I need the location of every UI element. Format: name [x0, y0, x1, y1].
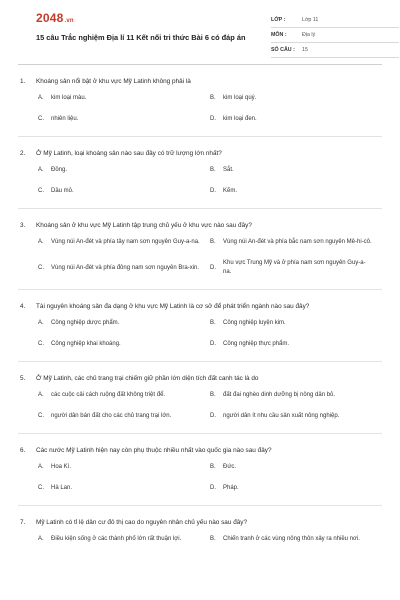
document-title: 15 câu Trắc nghiệm Địa lí 11 Kết nối tri thức Bài 6 có đáp án [36, 33, 246, 42]
question-stem: Ở Mỹ Latinh, loại khoáng sản nào sau đây có trữ lượng lớn nhất? [36, 150, 222, 157]
option-text: các cuộc cải cách ruộng đất không triệt để. [51, 392, 166, 398]
answer-option[interactable] [210, 484, 382, 493]
answer-option[interactable] [38, 166, 210, 175]
answer-options [38, 166, 382, 196]
option-letter: C. [38, 188, 44, 194]
answer-option[interactable] [210, 391, 382, 400]
question-divider [18, 505, 382, 506]
answer-option[interactable] [210, 319, 382, 328]
question-stem: Khoáng sản nổi bật ở khu vực Mỹ Latinh không phải là [36, 78, 191, 85]
option-letter: D. [210, 264, 216, 271]
document-meta [271, 13, 399, 58]
option-letter: D. [210, 413, 216, 419]
question-stem: Ở Mỹ Latinh, các chủ trang trại chiếm giữ phần lớn diện tích đất canh tác là do [36, 375, 259, 382]
question-text [18, 374, 382, 383]
option-text: Vùng núi An-đét và phía đông nam sơn nguyên Bra-xin. [51, 264, 200, 271]
option-text: đất đai nghèo dinh dưỡng bị nông dân bỏ. [223, 392, 336, 398]
option-text: Hà Lan. [51, 485, 73, 491]
option-text: Công nghiệp thực phẩm. [223, 341, 290, 347]
option-letter: A. [38, 320, 44, 326]
option-text: Công nghiệp dược phẩm. [51, 320, 120, 326]
option-text: người dân ít nhu cầu sản xuất nông nghiệp. [223, 413, 340, 419]
answer-option[interactable] [210, 238, 382, 247]
option-letter: D. [210, 116, 216, 122]
question-stem: Mỹ Latinh có tỉ lệ dân cư đô thị cao do nguyên nhân chủ yếu nào sau đây? [36, 519, 248, 526]
answer-option[interactable] [38, 484, 210, 493]
question-item [18, 446, 382, 493]
answer-option[interactable] [210, 94, 382, 103]
meta-label: MÔN : [271, 32, 287, 38]
question-item [18, 77, 382, 124]
logo-suffix-text: .vn [64, 18, 74, 24]
option-letter: D. [210, 485, 216, 491]
option-text: kim loại quý. [223, 95, 257, 101]
option-text: nhiên liệu. [51, 116, 79, 122]
question-item [18, 518, 382, 544]
question-divider [18, 289, 382, 290]
document-header [18, 0, 382, 64]
option-text: Pháp. [223, 485, 239, 491]
question-text [18, 518, 382, 527]
option-letter: A. [38, 167, 44, 173]
option-letter: A. [38, 239, 44, 245]
option-letter: B. [210, 239, 216, 245]
question-stem: Các nước Mỹ Latinh hiện nay còn phụ thuộc nhiều nhất vào quốc gia nào sau đây? [36, 447, 272, 454]
option-text: Dầu mỏ. [51, 188, 74, 194]
question-number: 5. [20, 375, 26, 382]
question-stem: Tài nguyên khoáng sản đa dạng ở khu vực Mỹ Latinh là cơ sở để phát triển ngành nào sau đây? [36, 303, 310, 310]
logo-main-text: 2048 [36, 11, 64, 25]
question-number: 2. [20, 150, 26, 157]
option-letter: B. [210, 167, 216, 173]
option-text: Đức. [223, 464, 237, 470]
option-text: Công nghiệp khai khoáng. [51, 341, 121, 347]
answer-option[interactable] [210, 463, 382, 472]
option-letter: B. [210, 320, 216, 326]
answer-option[interactable] [38, 115, 210, 124]
option-text: Đồng. [51, 167, 68, 173]
question-text [18, 149, 382, 158]
option-text: Sắt. [223, 167, 234, 173]
question-text [18, 77, 382, 86]
answer-options [38, 319, 382, 349]
question-item [18, 302, 382, 349]
option-letter: A. [38, 536, 44, 542]
question-list [18, 65, 382, 544]
option-letter: D. [210, 341, 216, 347]
meta-value: Lớp 11 [302, 17, 319, 23]
option-letter: A. [38, 392, 44, 398]
answer-option[interactable] [38, 535, 210, 544]
meta-label: LỚP : [271, 17, 286, 23]
option-text: Vùng núi An-đét và phía tây nam sơn nguyên Guy-a-na. [51, 239, 200, 245]
answer-option[interactable] [38, 391, 210, 400]
option-text: kim loại đen. [223, 116, 257, 122]
option-text: Kẽm. [223, 188, 238, 194]
option-letter: B. [210, 392, 216, 398]
question-text [18, 446, 382, 455]
meta-value: 15 [302, 47, 308, 53]
question-number: 3. [20, 222, 26, 229]
option-letter: B. [210, 536, 216, 542]
question-number: 7. [20, 519, 26, 526]
answer-option[interactable] [210, 259, 382, 277]
question-divider [18, 361, 382, 362]
option-text: Vùng núi An-đét và phía bắc nam sơn nguyên Mê-hi-cô. [223, 239, 372, 245]
option-letter: C. [38, 341, 44, 347]
answer-option[interactable] [38, 463, 210, 472]
meta-value: Địa lý [302, 32, 316, 38]
option-text: Điều kiện sống ở các thành phố lớn rất thuận lợi. [51, 536, 182, 542]
question-item [18, 221, 382, 277]
option-letter: C. [38, 116, 44, 122]
question-number: 6. [20, 447, 26, 454]
option-letter: C. [38, 485, 44, 491]
answer-option[interactable] [38, 412, 210, 421]
meta-count-row [271, 43, 399, 58]
site-logo[interactable] [36, 11, 74, 25]
answer-options [38, 238, 382, 277]
option-letter: A. [38, 464, 44, 470]
question-divider [18, 433, 382, 434]
option-text: Hoa Kì. [51, 464, 72, 470]
option-letter: D. [210, 188, 216, 194]
answer-option[interactable] [38, 238, 210, 247]
question-text [18, 302, 382, 311]
answer-option[interactable] [210, 340, 382, 349]
answer-option[interactable] [210, 115, 382, 124]
meta-label: SỐ CÂU : [271, 47, 295, 53]
option-text: kim loại màu. [51, 95, 87, 101]
option-letter: B. [210, 464, 216, 470]
question-divider [18, 208, 382, 209]
answer-option[interactable] [210, 166, 382, 175]
option-text: Khu vực Trung Mỹ và ở phía nam sơn nguyên Guy-a-na. [223, 260, 366, 275]
meta-class-row [271, 13, 399, 28]
option-text: Chiến tranh ở các vùng nông thôn xảy ra nhiều nơi. [223, 536, 360, 542]
option-text: Công nghiệp luyện kim. [223, 320, 286, 326]
answer-option[interactable] [38, 94, 210, 103]
answer-options [38, 391, 382, 421]
option-letter: C. [38, 413, 44, 419]
question-stem: Khoáng sản ở khu vực Mỹ Latinh tập trung chủ yếu ở khu vực nào sau đây? [36, 222, 252, 229]
question-text [18, 221, 382, 230]
question-item [18, 149, 382, 196]
answer-option[interactable] [38, 187, 210, 196]
answer-option[interactable] [210, 187, 382, 196]
answer-option[interactable] [210, 412, 382, 421]
answer-options [38, 463, 382, 493]
answer-option[interactable] [38, 319, 210, 328]
answer-option[interactable] [38, 259, 210, 277]
question-number: 1. [20, 78, 26, 85]
option-text: người dân bán đất cho các chủ trang trại lớn. [51, 413, 172, 419]
question-item [18, 374, 382, 421]
answer-option[interactable] [38, 340, 210, 349]
option-letter: C. [38, 264, 44, 271]
option-letter: B. [210, 95, 216, 101]
meta-subject-row [271, 28, 399, 43]
answer-option[interactable] [210, 535, 382, 544]
question-divider [18, 136, 382, 137]
answer-options [38, 535, 382, 544]
answer-options [38, 94, 382, 124]
question-number: 4. [20, 303, 26, 310]
option-letter: A. [38, 95, 44, 101]
